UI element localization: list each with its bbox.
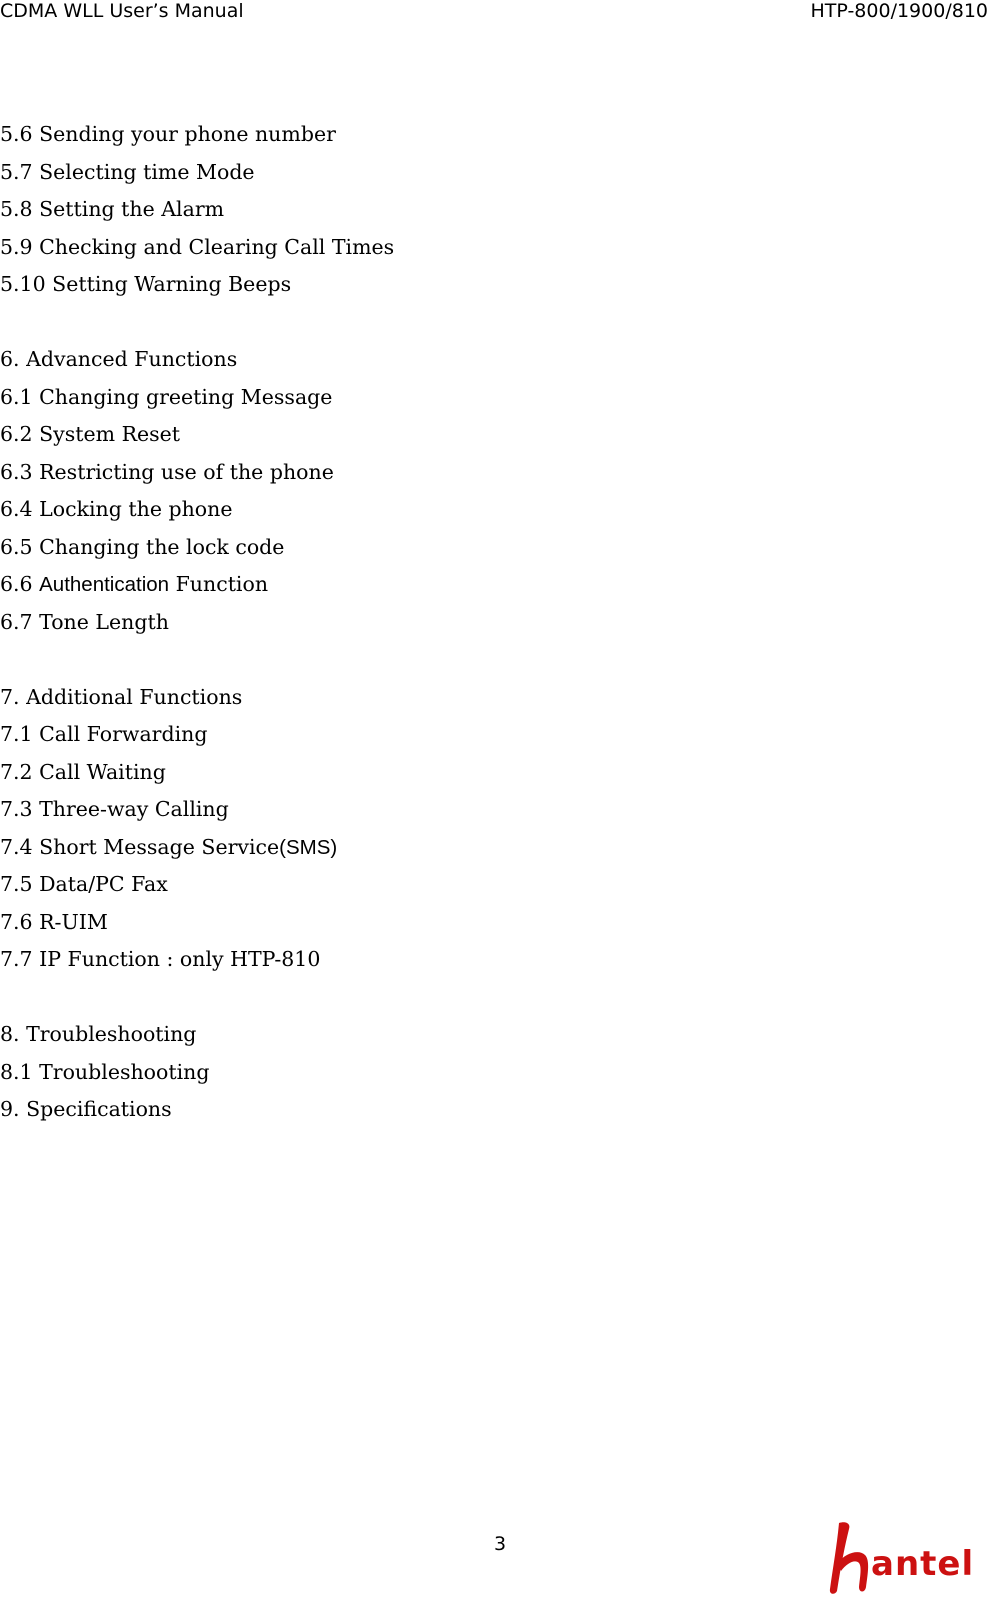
- toc-heading-9: 9. Specifications: [0, 1097, 172, 1121]
- toc-entry-7-5: 7.5 Data/PC Fax: [0, 872, 168, 896]
- hantel-logo: [825, 1517, 1003, 1597]
- logo-wordmark: antel: [871, 1544, 975, 1584]
- toc-entry-5-9: 5.9 Checking and Clearing Call Times: [0, 234, 395, 259]
- toc-entry-6-6-prefix: 6.6: [0, 572, 40, 596]
- toc-entry-5-10: 5.10 Setting Warning Beeps: [0, 272, 292, 296]
- model-number: HTP-800/1900/810: [810, 0, 988, 22]
- toc-entry-6-6: [0, 566, 700, 604]
- page-number: 3: [494, 1533, 507, 1555]
- toc-entry-6-3: 6.3 Restricting use of the phone: [0, 459, 334, 484]
- toc-entry-5-8: 5.8 Setting the Alarm: [0, 197, 225, 221]
- manual-title: CDMA WLL User’s Manual: [0, 0, 244, 22]
- toc-heading-6: 6. Advanced Functions: [0, 347, 238, 371]
- table-of-contents: [0, 116, 700, 1129]
- toc-heading-7: 7. Additional Functions: [0, 684, 243, 709]
- section-spacer: [0, 304, 700, 342]
- toc-entry-6-6-suffix: Function: [169, 572, 269, 596]
- toc-entry-6-6-word: Authentication: [39, 573, 170, 596]
- section-spacer: [0, 979, 700, 1017]
- toc-entry-7-4: [0, 829, 700, 867]
- toc-entry-6-1: 6.1 Changing greeting Message: [0, 384, 333, 409]
- toc-entry-7-2: 7.2 Call Waiting: [0, 759, 166, 784]
- toc-entry-5-7: 5.7 Selecting time Mode: [0, 159, 255, 184]
- page-header: [0, 0, 988, 22]
- toc-heading-8: 8. Troubleshooting: [0, 1022, 197, 1046]
- toc-entry-6-7: 6.7 Tone Length: [0, 609, 169, 634]
- toc-entry-7-6: 7.6 R-UIM: [0, 909, 108, 934]
- toc-entry-5-6: 5.6 Sending your phone number: [0, 122, 336, 146]
- toc-entry-7-7: 7.7 IP Function : only HTP-810: [0, 947, 321, 971]
- toc-entry-7-4-suffix: (SMS): [279, 835, 338, 859]
- toc-entry-6-5: 6.5 Changing the lock code: [0, 534, 285, 559]
- toc-entry-7-3: 7.3 Three-way Calling: [0, 797, 229, 821]
- section-spacer: [0, 641, 700, 679]
- toc-entry-6-4: 6.4 Locking the phone: [0, 497, 233, 521]
- toc-entry-6-2: 6.2 System Reset: [0, 422, 181, 446]
- toc-entry-8-1: 8.1 Troubleshooting: [0, 1059, 210, 1084]
- toc-entry-7-1: 7.1 Call Forwarding: [0, 722, 208, 746]
- toc-entry-7-4-prefix: 7.4 Short Message Service: [0, 834, 280, 859]
